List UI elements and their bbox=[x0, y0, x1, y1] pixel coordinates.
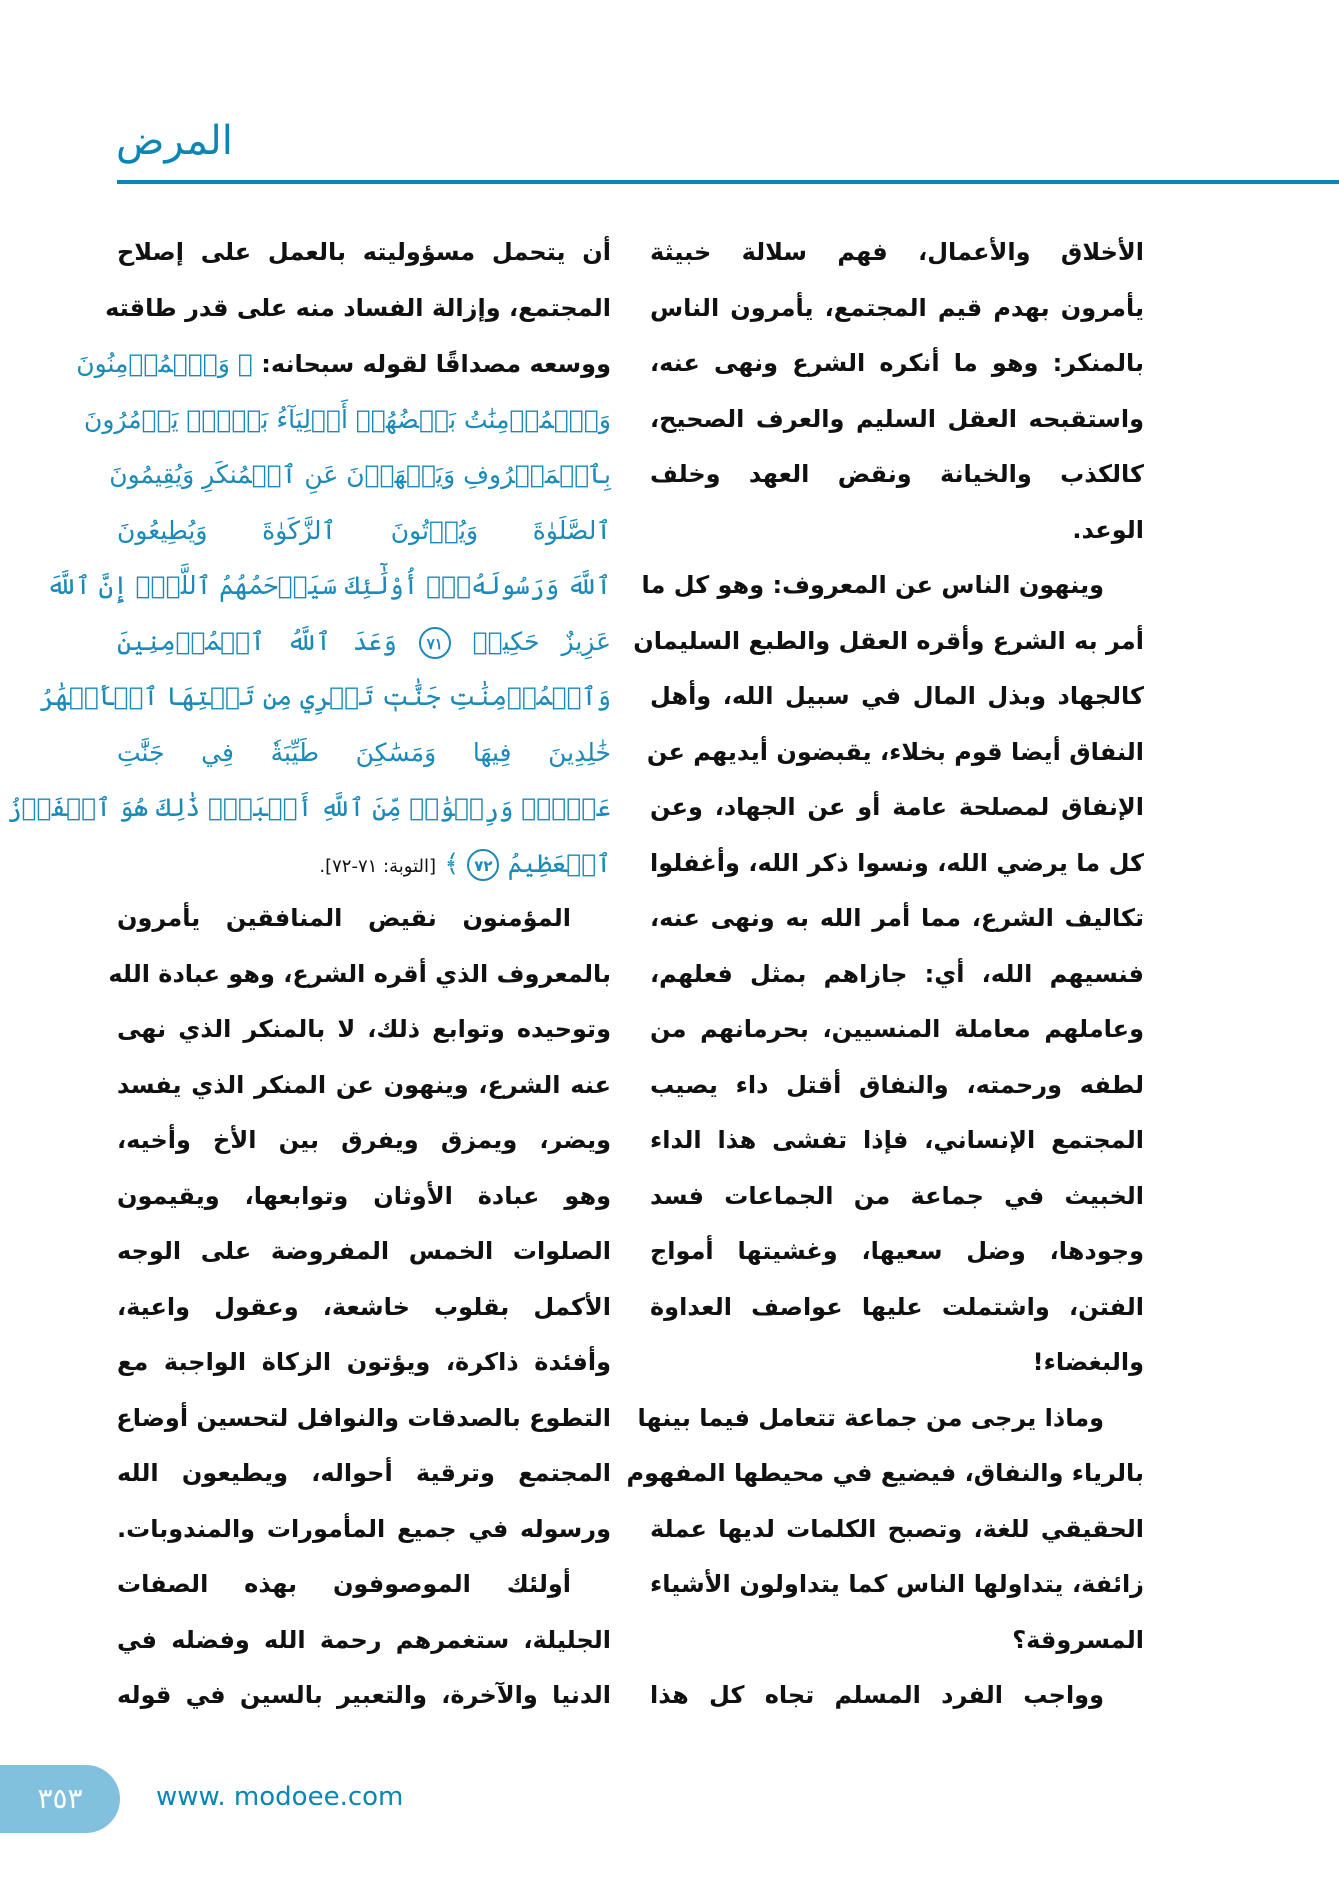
text-line: النفاق أيضا قوم بخلاء، يقبضون أيديهم عن bbox=[646, 737, 1144, 766]
text-line: أولئك الموصوفون بهذه الصفات bbox=[117, 1570, 571, 1598]
text-line: الإنفاق لمصلحة عامة أو عن الجهاد، وعن bbox=[650, 793, 1144, 821]
quran-line: وَٱلۡمُؤۡمِنَٰتِ جَنَّٰتٖ تَجۡرِي مِن تَحۡتِهَا ٱلۡأَنۡهَٰرُ bbox=[39, 682, 611, 711]
quran-text: وَعَدَ ٱللَّهُ ٱلۡمُؤۡمِنِينَ bbox=[117, 626, 397, 656]
quran-text: ﴿ وَٱلۡمُؤۡمِنُونَ bbox=[76, 349, 253, 378]
text-line: كل ما يرضي الله، ونسوا ذكر الله، وأغفلوا bbox=[650, 848, 1144, 877]
text-line: الجليلة، ستغمرهم رحمة الله وفضله في bbox=[117, 1625, 611, 1654]
text-line: تكاليف الشرع، مما أمر الله به ونهى عنه، bbox=[650, 904, 1144, 932]
text-line: وماذا يرجى من جماعة تتعامل فيما بينها bbox=[637, 1403, 1104, 1432]
text-line: الوعد. bbox=[1072, 515, 1144, 544]
text-line: الخبيث في جماعة من الجماعات فسد bbox=[650, 1181, 1144, 1210]
quran-line bbox=[117, 614, 611, 670]
text-line: المؤمنون نقيض المنافقين يأمرون bbox=[117, 904, 571, 932]
text-line: الصلوات الخمس المفروضة على الوجه bbox=[117, 1237, 611, 1265]
text-line: وواجب الفرد المسلم تجاه كل هذا bbox=[650, 1681, 1104, 1709]
text-line: الدنيا والآخرة، والتعبير بالسين في قوله bbox=[117, 1681, 611, 1709]
text-line: واستقبحه العقل السليم والعرف الصحيح، bbox=[650, 404, 1144, 433]
quran-text: عَزِيزٌ حَكِيمٞ bbox=[472, 626, 611, 656]
text-line: وتوحيده وتوابع ذلك، لا بالمنكر الذي نهى bbox=[117, 1015, 611, 1043]
text-line: والبغضاء! bbox=[1032, 1348, 1144, 1376]
text-line: المسروقة؟ bbox=[1012, 1625, 1144, 1654]
text-line: لطفه ورحمته، والنفاق أقتل داء يصيب bbox=[650, 1070, 1144, 1099]
text-line: أن يتحمل مسؤوليته بالعمل على إصلاح bbox=[117, 238, 611, 266]
text-line: الأكمل بقلوب خاشعة، وعقول واعية، bbox=[117, 1292, 611, 1321]
text-line bbox=[76, 336, 611, 392]
text-line: الحقيقي للغة، وتصبح الكلمات لديها عملة bbox=[650, 1514, 1144, 1543]
text-line: ورسوله في جميع المأمورات والمندوبات. bbox=[117, 1514, 611, 1543]
right-column bbox=[626, 225, 1144, 1724]
ayah-number-marker: ٧٢ bbox=[467, 849, 499, 881]
text-span: ووسعه مصداقًا لقوله سبحانه: bbox=[261, 350, 611, 378]
header-divider bbox=[117, 180, 1339, 184]
quran-close-bracket: ﴾ bbox=[444, 848, 460, 878]
quran-text: ٱلۡعَظِيمُ bbox=[507, 848, 611, 878]
text-line: الأخلاق والأعمال، فهم سلالة خبيثة bbox=[650, 238, 1144, 266]
text-line: وجودها، وضل سعيها، وغشيتها أمواج bbox=[650, 1237, 1144, 1265]
text-line: ويضر، ويمزق ويفرق بين الأخ وأخيه، bbox=[117, 1126, 611, 1154]
text-line: المجتمع الإنساني، فإذا تفشى هذا الداء bbox=[650, 1126, 1144, 1154]
quran-line: ٱللَّهَ وَرَسُولَهُۥٓۚ أُوْلَٰٓئِكَ سَيَرۡحَمُهُمُ ٱللَّهُۗ إِنَّ ٱللَّهَ bbox=[46, 571, 611, 600]
website-link[interactable]: www. modoee.com bbox=[156, 1782, 404, 1812]
ayah-number-marker: ٧١ bbox=[419, 627, 451, 659]
text-line: كالكذب والخيانة ونقض العهد وخلف bbox=[650, 460, 1144, 488]
text-line: المجتمع وترقية أحواله، ويطيعون الله bbox=[117, 1459, 611, 1487]
left-column bbox=[7, 225, 611, 1724]
quran-line: وَٱلۡمُؤۡمِنَٰتُ بَعۡضُهُمۡ أَوۡلِيَآءُ بَعۡضٖۚ يَأۡمُرُونَ bbox=[83, 404, 611, 434]
text-line: بالرياء والنفاق، فيضيع في محيطها المفهوم bbox=[626, 1459, 1144, 1487]
quran-line: عَدۡنٖۚ وَرِضۡوَٰنٞ مِّنَ ٱللَّهِ أَكۡبَرُۚ ذَٰلِكَ هُوَ ٱلۡفَوۡزُ bbox=[7, 793, 611, 822]
surah-reference: [التوبة: ٧١-٧٢]. bbox=[319, 855, 437, 877]
quran-line bbox=[117, 836, 611, 892]
quran-line: بِٱلۡمَعۡرُوفِ وَيَنۡهَوۡنَ عَنِ ٱلۡمُنكَرِ وَيُقِيمُونَ bbox=[109, 460, 611, 489]
text-line: وهو عبادة الأوثان وتوابعها، ويقيمون bbox=[117, 1181, 611, 1210]
text-line: المجتمع، وإزالة الفساد منه على قدر طاقته bbox=[105, 293, 611, 322]
text-line: الفتن، واشتملت عليها عواصف العداوة bbox=[650, 1292, 1144, 1321]
text-line: أمر به الشرع وأقره العقل والطبع السليمان bbox=[633, 626, 1144, 655]
text-line: وأفئدة ذاكرة، ويؤتون الزكاة الواجبة مع bbox=[117, 1348, 611, 1376]
page-number: ٣٥٣ bbox=[0, 1765, 120, 1833]
text-line: وعاملهم معاملة المنسيين، بحرمانهم من bbox=[650, 1015, 1144, 1043]
text-line: بالمنكر: وهو ما أنكره الشرع ونهى عنه، bbox=[650, 349, 1144, 377]
text-line: التطوع بالصدقات والنوافل لتحسين أوضاع bbox=[116, 1403, 611, 1432]
quran-line: خَٰلِدِينَ فِيهَا وَمَسَٰكِنَ طَيِّبَةٗ فِي جَنَّٰتِ bbox=[117, 737, 611, 767]
text-line: وينهون الناس عن المعروف: وهو كل ما bbox=[641, 571, 1104, 599]
chapter-title: المرض bbox=[116, 118, 233, 164]
quran-line: ٱلصَّلَوٰةَ وَيُؤۡتُونَ ٱلزَّكَوٰةَ وَيُطِيعُونَ bbox=[117, 515, 611, 545]
text-line: كالجهاد وبذل المال في سبيل الله، وأهل bbox=[650, 682, 1144, 710]
text-line: فنسيهم الله، أي: جازاهم بمثل فعلهم، bbox=[650, 959, 1144, 988]
text-line: بالمعروف الذي أقره الشرع، وهو عبادة الله bbox=[108, 959, 611, 988]
text-line: زائفة، يتداولها الناس كما يتداولون الأشياء bbox=[650, 1570, 1144, 1598]
text-line: يأمرون بهدم قيم المجتمع، يأمرون الناس bbox=[650, 293, 1144, 322]
text-line: عنه الشرع، وينهون عن المنكر الذي يفسد bbox=[117, 1070, 611, 1099]
